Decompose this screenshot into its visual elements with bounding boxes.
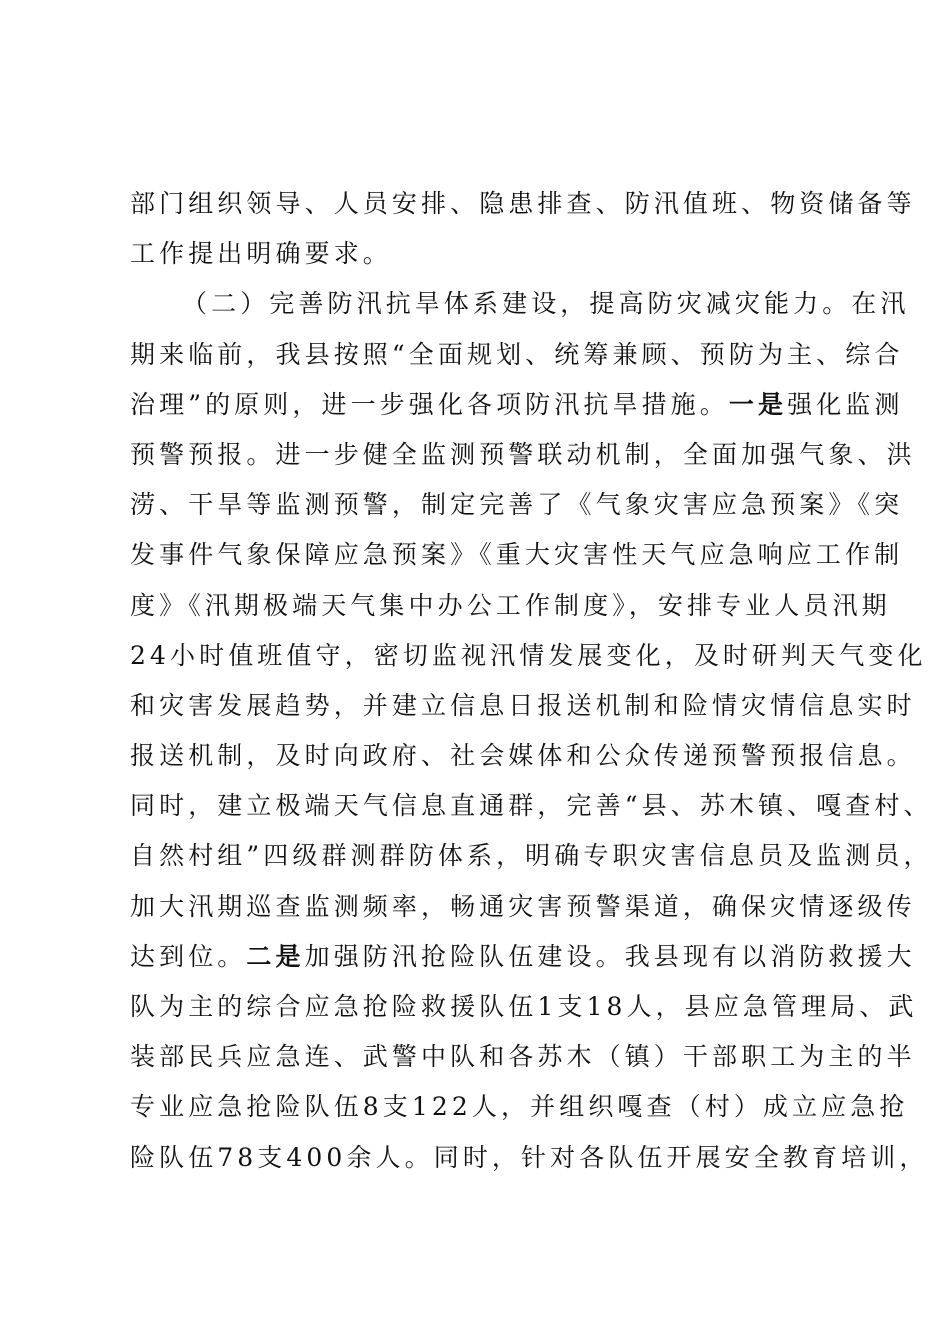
text-line [130,1082,909,1132]
text-line [130,279,910,329]
text-line [130,530,904,580]
text-line [130,932,916,982]
text-line [130,631,927,681]
text-segment: 度》《汛期极端天气集中办公工作制度》，安排专业人员汛期 [130,590,891,620]
text-segment: 强化监测 [787,389,904,419]
text-line [130,1032,916,1082]
text-segment: 加强防汛抢险队伍建设。我县现有以消防救援大 [304,941,916,971]
text-segment: 达到位。 [130,941,247,971]
text-line [130,179,916,229]
text-line [130,229,850,279]
text-line [130,781,933,831]
text-segment: 期来临前，我县按照“全面规划、统筹兼顾、预防为主、综合 [130,339,904,369]
text-line [130,380,904,430]
text-line [130,330,904,380]
text-segment: 和灾害发展趋势，并建立信息日报送机制和险情灾情信息实时 [130,690,916,720]
text-segment: 专业应急抢险队伍8支122人，并组织嘎查（村）成立应急抢 [130,1092,909,1122]
text-line [130,681,916,731]
text-line [130,731,916,781]
text-segment: 发事件气象保障应急预案》《重大灾害性天气应急响应工作制 [130,540,904,570]
text-line [130,581,891,631]
text-segment: 涝、干旱等监测预警，制定完善了《气象灾害应急预案》《突 [130,490,904,520]
text-segment: 加大汛期巡查监测频率，畅通灾害预警渠道，确保灾情逐级传 [130,891,916,921]
text-segment: （二）完善防汛抗旱体系建设，提高防灾减灾能力。在汛 [182,289,910,319]
bold-lead-text: 一是 [728,389,788,419]
text-line [130,882,916,932]
text-segment: 同时，建立极端天气信息直通群，完善“县、苏木镇、嘎查村、 [130,791,933,821]
text-segment: 队为主的综合应急抢险救援队伍1支18人，县应急管理局、武 [130,992,918,1021]
text-segment: 部门组织领导、人员安排、隐患排查、防汛值班、物资储备等 [130,189,916,218]
text-segment: 工作提出明确要求。 [130,239,392,269]
text-segment: 自然村组”四级群测群防体系，明确专职灾害信息员及监测员， [130,841,933,871]
text-line [130,1133,929,1183]
text-segment: 24小时值班值守，密切监视汛情发展变化，及时研判天气变化 [130,640,927,670]
text-segment: 报送机制，及时向政府、社会媒体和公众传递预警预报信息。 [130,741,916,771]
text-segment: 险队伍78支400余人。同时，针对各队伍开展安全教育培训， [130,1142,929,1172]
body-text [130,179,933,1183]
bold-lead-text: 二是 [246,941,305,971]
text-line [130,831,933,881]
text-segment: 预警预报。进一步健全监测预警联动机制，全面加强气象、洪 [130,439,916,469]
text-line [130,430,916,480]
text-segment: 治理”的原则，进一步强化各项防汛抗旱措施。 [130,389,729,419]
text-line [130,982,918,1032]
text-segment: 装部民兵应急连、武警中队和各苏木（镇）干部职工为主的半 [130,1042,916,1072]
text-line [130,480,904,530]
